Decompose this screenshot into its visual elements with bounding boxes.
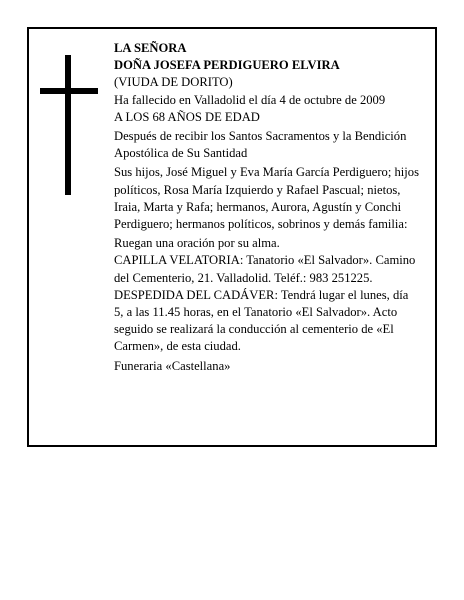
family-paragraph: Sus hijos, José Miguel y Eva María García Perdiguero; hijos políticos, Rosa María Izquierdo y Rafael Pascual; nietos, Iraia, Marta y Rafa; hermanos, Aurora, Agustín y Conchi Perdiguero; hermanos políticos, sobrinos y demás familia: <box>114 165 419 232</box>
notice-title: LA SEÑORA <box>114 41 187 55</box>
chapel-paragraph: CAPILLA VELATORIA: Tanatorio «El Salvador». Camino del Cementerio, 21. Valladolid. Teléf.: 983 251225. <box>114 253 416 285</box>
cross-vertical-bar <box>65 55 71 195</box>
death-line: Ha fallecido en Valladolid el día 4 de octubre de 2009 <box>114 92 386 107</box>
cross-icon <box>40 55 98 195</box>
deceased-name: DOÑA JOSEFA PERDIGUERO ELVIRA <box>114 58 340 73</box>
widow-line: (VIUDA DE DORITO) <box>114 75 233 90</box>
notice-text <box>114 40 420 375</box>
sacraments-paragraph: Después de recibir los Santos Sacramentos y la Bendición Apostólica de Su Santidad <box>114 129 407 161</box>
cross-horizontal-bar <box>40 88 98 94</box>
prayer-line: Ruegan una oración por su alma. <box>114 236 280 251</box>
funeral-home: Funeraria «Castellana» <box>114 358 231 373</box>
age-line: A LOS 68 AÑOS DE EDAD <box>114 109 260 124</box>
farewell-paragraph: DESPEDIDA DEL CADÁVER: Tendrá lugar el lunes, día 5, a las 11.45 horas, en el Tanatorio «El Salvador». Acto seguido se realizará la conducción al cementerio de «El Carmen», de esta ciudad. <box>114 287 409 354</box>
